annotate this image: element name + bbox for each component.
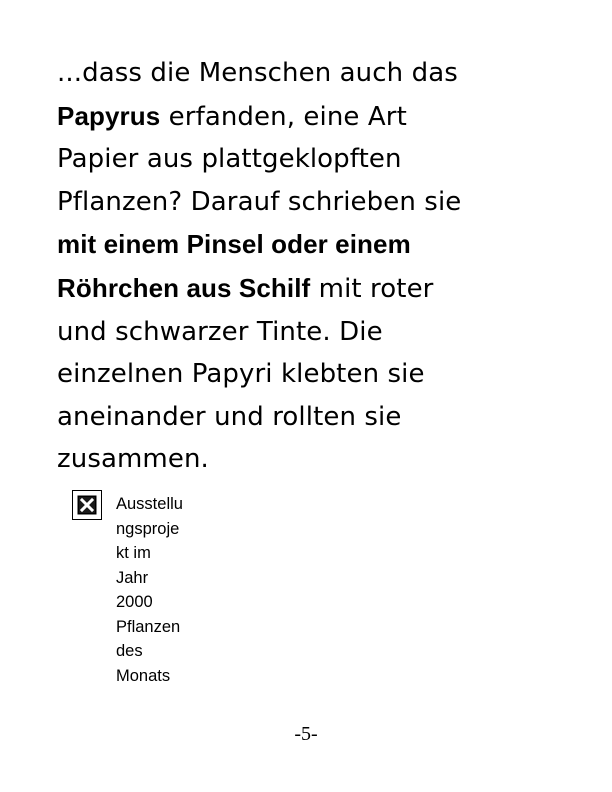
bold-term-papyrus: Papyrus <box>57 100 161 131</box>
broken-image-icon <box>77 495 97 515</box>
page-number: -5- <box>294 723 318 745</box>
caption-line: Pflanzen <box>116 617 181 636</box>
line-4 <box>57 181 547 224</box>
line-3 <box>57 138 547 181</box>
line-5 <box>57 223 547 267</box>
text-segment: zusammen. <box>57 444 209 475</box>
text-segment: und schwarzer Tinte. Die <box>57 316 383 347</box>
bold-writing-tool: mit einem Pinsel oder einem <box>57 229 411 260</box>
text-segment: Papier aus plattgeklopften <box>57 144 402 175</box>
text-segment: ...dass die Menschen auch das <box>57 58 458 88</box>
bold-writing-tool-cont: Röhrchen aus Schilf <box>57 272 311 303</box>
text-segment: mit roter <box>310 273 434 304</box>
line-8 <box>57 353 547 396</box>
line-6 <box>57 267 547 311</box>
caption-line: des <box>116 642 143 660</box>
line-1 <box>57 52 547 95</box>
text-segment: erfanden, eine Art <box>160 101 407 132</box>
text-segment: aneinander und rollten sie <box>57 401 402 432</box>
caption-line: kt im <box>116 544 151 562</box>
line-7 <box>57 311 547 354</box>
line-10 <box>57 438 547 481</box>
text-segment: Pflanzen? Darauf schrieben sie <box>57 186 462 217</box>
image-placeholder <box>72 490 102 520</box>
text-segment: einzelnen Papyri klebten sie <box>57 359 425 390</box>
line-9 <box>57 396 547 439</box>
caption-line: 2000 <box>116 593 153 611</box>
caption-line: Ausstellu <box>116 495 183 513</box>
line-2 <box>57 95 547 139</box>
caption-line: Monats <box>116 666 171 685</box>
image-caption <box>116 492 216 688</box>
caption-line: ngsproje <box>116 519 180 538</box>
caption-line: Jahr <box>116 568 149 587</box>
body-paragraph <box>57 52 547 481</box>
